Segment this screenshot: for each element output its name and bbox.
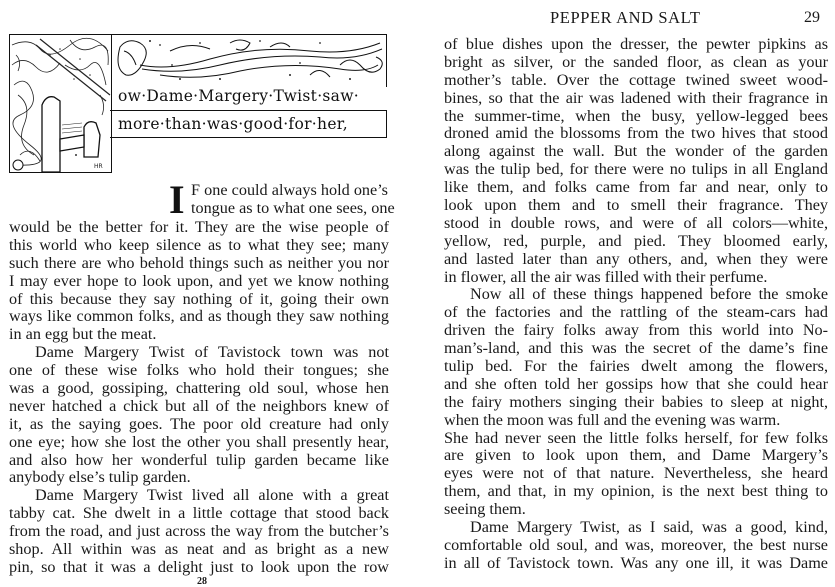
text-line: would be the better for it. They are the wise people of [9,218,389,236]
text-line: bright as silver, or the sanded floor, as clean as your [444,52,828,71]
text-line: of the factories and the rattling of the steam-cars had [444,303,828,322]
chapter-headpiece [9,34,387,172]
text-line: like them, and folks came from far and near, only to [444,178,828,197]
text-line: the fairy mothers singing their babies to sleep at night, [444,392,828,411]
text-line: the summer-time, when the busy, yellow-legged bees [444,106,828,125]
tulip-banner-ornament [110,34,387,87]
right-page-body [444,36,828,573]
page-number-right: 29 [804,9,820,26]
text-line: was the tulip bed, for there were no tulips in all England [444,160,828,179]
text-line: tongue as to what one sees, one [191,198,395,217]
running-head: PEPPER AND SALT [550,8,701,27]
text-line: one of these wise folks who hold their tongues; she [9,361,389,380]
text-line: droned amid the blossoms from the two hives that stood [444,124,828,143]
text-line: anybody else’s tulip garden. [9,468,191,487]
text-line: of blue dishes upon the dresser, the pewter pipkins as [444,35,828,53]
text-line: in all of Tavistock town. Was any one ill, it was Dame [444,553,828,572]
text-line: in an egg but the meat. [9,325,157,344]
text-line: driven the fairy folks away from this world into No- [444,321,828,340]
artist-monogram: HR [94,163,103,170]
page-number-left: 28 [197,576,207,587]
text-line: yellow, red, purple, and pied. They bloomed early, [444,231,828,250]
text-line: from the road, and just across the way from the butcher’s [9,522,389,541]
chapter-title [110,86,386,179]
text-line: bines, so that the air was ladened with their fragrance in [444,88,828,107]
text-line: tulip bed. For the fairies dwelt among the flowers, [444,357,828,376]
text-line: F one could always hold one’s [191,181,388,199]
chapter-title-line-2: more·than·was·good·for·her, [118,115,349,133]
text-line: are given to look upon them, and Dame Margery’s [444,446,828,465]
text-line: when the moon was full and the evening was warm. [444,410,781,429]
text-line: seeing them. [444,500,526,519]
text-line: Now all of these things happened before the smoke [470,285,828,304]
text-line: of this because they say nothing of it, going their own [9,289,389,308]
chapter-title-frame [110,110,387,138]
text-line: this world who keep silence as to what they see; many [9,235,389,254]
text-line: Dame Margery Twist lived all alone with a great [35,486,389,505]
tulip-scroll-icon [110,35,386,87]
text-line: and lasted later than any others, and, when they were [444,249,828,268]
text-line: pin, so that it was a delight just to look upon the row [9,557,389,576]
ornate-initial-h-icon [10,35,111,172]
text-line: such there are who behold things such as neither you nor [9,253,389,272]
text-line: and she often told her gossips how that she could hear [444,374,828,393]
text-line: it, as the saying goes. The poor old creature had only [9,414,389,433]
text-line: along against the wall. But the wonder of the garden [444,142,828,161]
text-line: ways like common folks, and as though they saw nothing [9,307,389,326]
text-line: comfortable old soul, and was, moreover, the best nurse [444,535,828,554]
text-line: look upon them and to smell their fragrance. They [444,196,828,215]
text-line: She had never seen the little folks herself, for few folks [444,428,828,447]
left-page-body [9,219,389,577]
text-line: man’s-land, and this was the secret of the dame’s fine [444,339,828,358]
text-line: Dame Margery Twist, as I said, was a good, kind, [470,518,828,537]
text-line: and also how her wonderful tulip garden became like [9,450,389,469]
text-line: stood in double rows, and were of all colors—white, [444,213,828,232]
text-line: them, and that, in my opinion, is the next best thing to [444,482,828,501]
text-line: shop. All within was as neat and as bright as a new [9,540,389,559]
text-line: was a good, gossiping, chattering old soul, whose hen [9,379,389,398]
text-line: never hatched a chick but all of the neighbors knew of [9,396,389,415]
chapter-title-line-1: ow·Dame·Margery·Twist·saw· [118,87,360,105]
decorative-initial [9,34,112,173]
right-page [420,0,835,585]
text-line: I may ever hope to look upon, and yet we know nothing [9,271,389,290]
text-line: Dame Margery Twist of Tavistock town was not [35,343,389,362]
text-line: one eye; how she lost the other you shall presently hear, [9,432,389,451]
text-line: eyes were not of that nature. Nevertheless, she heard [444,464,828,483]
opening-paragraph-start [169,177,395,222]
drop-cap: I [169,177,185,222]
text-line: in flower, all the air was filled with their perfume. [444,267,768,286]
text-line: tabby cat. She dwelt in a little cottage that stood back [9,504,389,523]
text-line: mother’s table. Over the cottage twined sweet wood- [444,70,828,89]
